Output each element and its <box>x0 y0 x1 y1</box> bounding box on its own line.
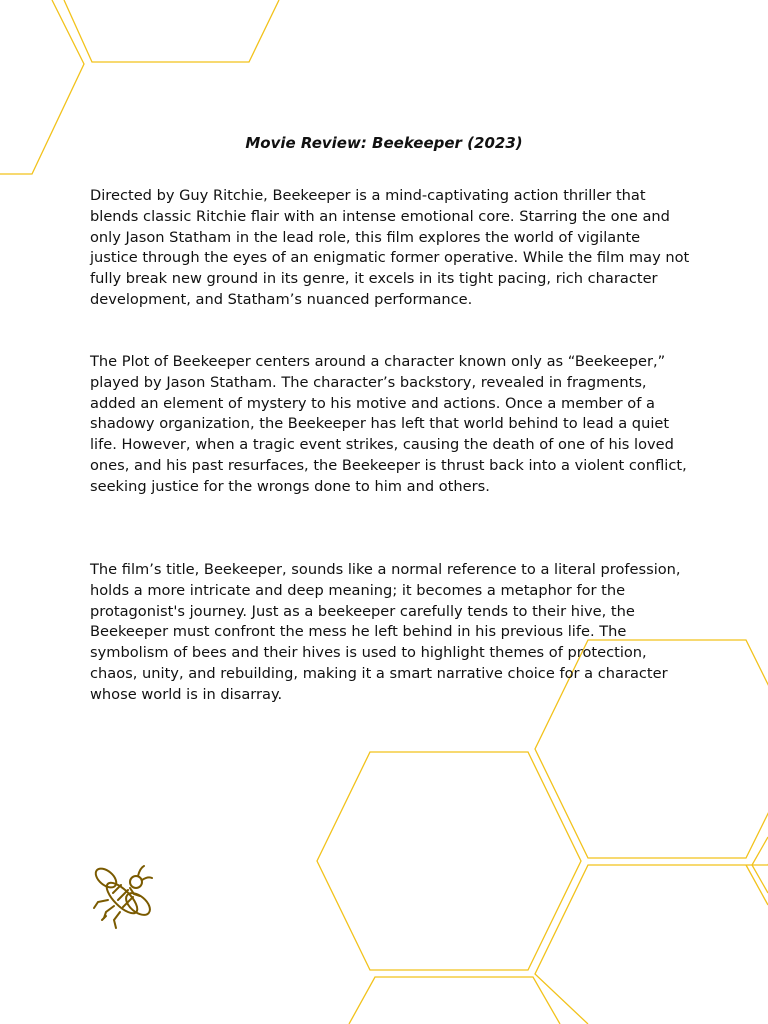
paragraph-plot: The Plot of Beekeeper centers around a character known only as “Beekeeper,” played by Jason Statham. The character’s backstory, revealed in fragments, added an element of mystery to his motive and actions. Once a member of a shadowy organization, the Beekeeper has left that world behind to lead a quiet life. However, when a tragic event strikes, causing the death of one of his loved ones, and his past resurfaces, the Beekeeper is thrust back into a violent conflict, seeking justice for the wrongs done to him and others. <box>90 353 687 495</box>
bee-icon <box>84 858 160 934</box>
hexagon-bottom <box>349 977 560 1024</box>
paragraph-intro: Directed by Guy Ritchie, Beekeeper is a mind-captivating action thriller that blends classic Ritchie flair with an intense emotional core. Starring the one and only Jason Statham in the lead role, this film explores the world of vigilante justice through the eyes of an enigmatic former operative. While the film may not fully break new ground in its genre, it excels in its tight pacing, rich character development, and Statham’s nuanced performance. <box>90 187 690 308</box>
hexagon-right-lower-edge <box>746 865 768 905</box>
hexagon-top <box>64 0 279 62</box>
hexagon-right-lower <box>535 800 768 1024</box>
paragraph-title-meaning: The film’s title, Beekeeper, sounds like a normal reference to a literal profession, holds a more intricate and deep meaning; it becomes a metaphor for the protagonist's journey. Just as a beekeeper carefully tends to their hive, the Beekeeper must confront the mess he left behind in his previous life. The symbolism of bees and their hives is used to highlight themes of protection, chaos, unity, and rebuilding, making it a smart narrative choice for a character whose world is in disarray. <box>90 561 681 703</box>
review-title: Movie Review: Beekeeper (2023) <box>245 134 523 153</box>
hexagon-middle <box>317 752 581 970</box>
hexagon-right-edge <box>752 837 768 893</box>
